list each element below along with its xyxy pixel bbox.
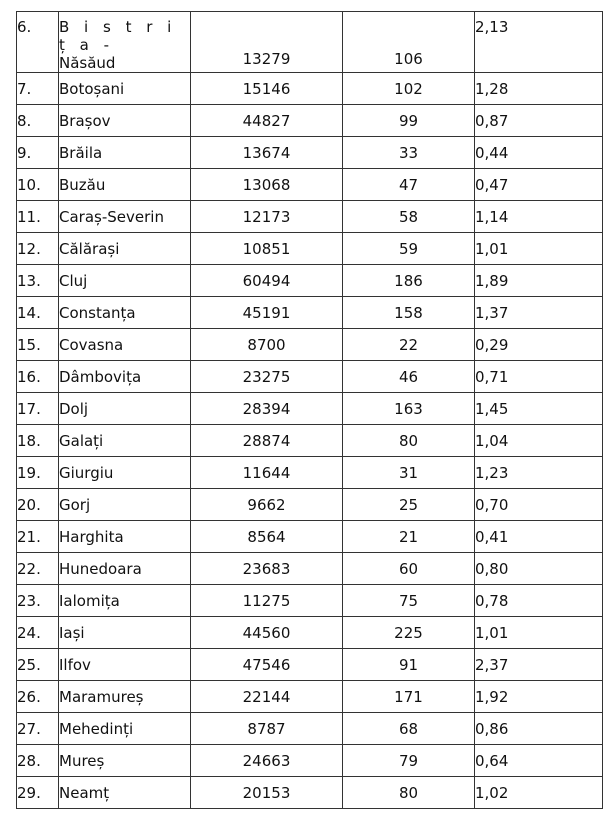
table-row	[17, 617, 603, 649]
value-col-1: 11644	[191, 457, 343, 489]
county-name: Cluj	[59, 265, 191, 297]
row-number: 14.	[17, 297, 59, 329]
row-number: 28.	[17, 745, 59, 777]
value-col-2: 171	[343, 681, 475, 713]
value-col-2: 22	[343, 329, 475, 361]
row-number: 25.	[17, 649, 59, 681]
value-col-2: 225	[343, 617, 475, 649]
value-col-1: 9662	[191, 489, 343, 521]
county-name	[59, 12, 191, 73]
row-number: 22.	[17, 553, 59, 585]
table-row	[17, 649, 603, 681]
value-col-2: 46	[343, 361, 475, 393]
county-name-line1: B i s t r i ț a -	[59, 18, 177, 54]
table-body	[17, 12, 603, 809]
value-col-3: 1,89	[475, 265, 603, 297]
value-col-3: 1,37	[475, 297, 603, 329]
value-col-1: 47546	[191, 649, 343, 681]
value-col-3: 0,41	[475, 521, 603, 553]
value-col-1: 44560	[191, 617, 343, 649]
value-col-2: 47	[343, 169, 475, 201]
county-name: Mehedinți	[59, 713, 191, 745]
value-col-1: 13279	[191, 12, 343, 73]
value-col-3: 0,86	[475, 713, 603, 745]
value-col-3: 0,29	[475, 329, 603, 361]
value-col-3: 0,64	[475, 745, 603, 777]
value-col-1: 10851	[191, 233, 343, 265]
table-row	[17, 329, 603, 361]
table-row	[17, 12, 603, 73]
value-col-1: 15146	[191, 73, 343, 105]
value-col-1: 8700	[191, 329, 343, 361]
table-row	[17, 137, 603, 169]
table-row	[17, 585, 603, 617]
county-name: Dâmbovița	[59, 361, 191, 393]
value-col-3: 0,70	[475, 489, 603, 521]
table-row	[17, 233, 603, 265]
row-number: 23.	[17, 585, 59, 617]
county-name: Hunedoara	[59, 553, 191, 585]
row-number: 29.	[17, 777, 59, 809]
value-col-1: 28874	[191, 425, 343, 457]
value-col-3: 1,01	[475, 617, 603, 649]
value-col-3: 1,28	[475, 73, 603, 105]
county-name: Constanța	[59, 297, 191, 329]
value-col-2: 91	[343, 649, 475, 681]
value-col-3: 0,78	[475, 585, 603, 617]
county-name: Maramureș	[59, 681, 191, 713]
value-col-2: 58	[343, 201, 475, 233]
value-col-2: 68	[343, 713, 475, 745]
row-number: 26.	[17, 681, 59, 713]
value-col-3: 1,14	[475, 201, 603, 233]
county-name: Gorj	[59, 489, 191, 521]
value-col-2: 158	[343, 297, 475, 329]
value-col-2: 80	[343, 425, 475, 457]
value-col-3: 1,45	[475, 393, 603, 425]
value-col-1: 8787	[191, 713, 343, 745]
value-col-1: 24663	[191, 745, 343, 777]
value-col-2: 99	[343, 105, 475, 137]
county-name: Brașov	[59, 105, 191, 137]
row-number: 10.	[17, 169, 59, 201]
value-col-2: 59	[343, 233, 475, 265]
row-number: 17.	[17, 393, 59, 425]
county-name: Ialomița	[59, 585, 191, 617]
value-col-1: 45191	[191, 297, 343, 329]
value-col-2: 79	[343, 745, 475, 777]
row-number: 21.	[17, 521, 59, 553]
row-number: 24.	[17, 617, 59, 649]
county-name: Dolj	[59, 393, 191, 425]
row-number: 16.	[17, 361, 59, 393]
county-name: Buzău	[59, 169, 191, 201]
table-row	[17, 297, 603, 329]
row-number: 18.	[17, 425, 59, 457]
row-number: 15.	[17, 329, 59, 361]
value-col-3: 0,71	[475, 361, 603, 393]
value-col-1: 13068	[191, 169, 343, 201]
table-row	[17, 489, 603, 521]
county-name: Giurgiu	[59, 457, 191, 489]
value-col-1: 60494	[191, 265, 343, 297]
row-number: 8.	[17, 105, 59, 137]
county-name: Călărași	[59, 233, 191, 265]
value-col-2: 31	[343, 457, 475, 489]
value-col-2: 186	[343, 265, 475, 297]
county-name: Covasna	[59, 329, 191, 361]
table-row	[17, 457, 603, 489]
table-row	[17, 713, 603, 745]
value-col-3: 1,01	[475, 233, 603, 265]
table-row	[17, 553, 603, 585]
table-row	[17, 521, 603, 553]
table-row	[17, 361, 603, 393]
county-name: Neamț	[59, 777, 191, 809]
row-number: 19.	[17, 457, 59, 489]
value-col-2: 21	[343, 521, 475, 553]
county-name: Ilfov	[59, 649, 191, 681]
value-col-2: 33	[343, 137, 475, 169]
row-number: 12.	[17, 233, 59, 265]
county-name: Galați	[59, 425, 191, 457]
value-col-3: 0,87	[475, 105, 603, 137]
value-col-1: 8564	[191, 521, 343, 553]
county-name: Harghita	[59, 521, 191, 553]
value-col-1: 28394	[191, 393, 343, 425]
county-table	[16, 11, 603, 809]
county-name: Brăila	[59, 137, 191, 169]
table-row	[17, 681, 603, 713]
value-col-3: 0,80	[475, 553, 603, 585]
row-number: 27.	[17, 713, 59, 745]
value-col-1: 44827	[191, 105, 343, 137]
row-number: 7.	[17, 73, 59, 105]
county-name: Mureș	[59, 745, 191, 777]
value-col-2: 163	[343, 393, 475, 425]
value-col-1: 20153	[191, 777, 343, 809]
value-col-1: 11275	[191, 585, 343, 617]
table-row	[17, 73, 603, 105]
value-col-2: 75	[343, 585, 475, 617]
value-col-1: 22144	[191, 681, 343, 713]
value-col-1: 12173	[191, 201, 343, 233]
county-name-line2: Năsăud	[59, 54, 116, 72]
row-number: 20.	[17, 489, 59, 521]
value-col-1: 23683	[191, 553, 343, 585]
row-number: 6.	[17, 12, 59, 73]
value-col-3: 1,04	[475, 425, 603, 457]
row-number: 11.	[17, 201, 59, 233]
table-row	[17, 745, 603, 777]
table-row	[17, 265, 603, 297]
table-row	[17, 201, 603, 233]
value-col-2: 25	[343, 489, 475, 521]
value-col-3: 1,23	[475, 457, 603, 489]
value-col-1: 13674	[191, 137, 343, 169]
value-col-2: 60	[343, 553, 475, 585]
county-name: Botoșani	[59, 73, 191, 105]
value-col-3: 1,92	[475, 681, 603, 713]
value-col-2: 102	[343, 73, 475, 105]
value-col-3: 0,44	[475, 137, 603, 169]
value-col-2: 106	[343, 12, 475, 73]
table-row	[17, 169, 603, 201]
row-number: 9.	[17, 137, 59, 169]
county-name: Caraș-Severin	[59, 201, 191, 233]
value-col-2: 80	[343, 777, 475, 809]
table-row	[17, 393, 603, 425]
table-row	[17, 777, 603, 809]
table-row	[17, 105, 603, 137]
value-col-3: 1,02	[475, 777, 603, 809]
value-col-3: 0,47	[475, 169, 603, 201]
row-number: 13.	[17, 265, 59, 297]
value-col-1: 23275	[191, 361, 343, 393]
value-col-3: 2,13	[475, 12, 603, 73]
value-col-3: 2,37	[475, 649, 603, 681]
table-row	[17, 425, 603, 457]
county-name: Iași	[59, 617, 191, 649]
